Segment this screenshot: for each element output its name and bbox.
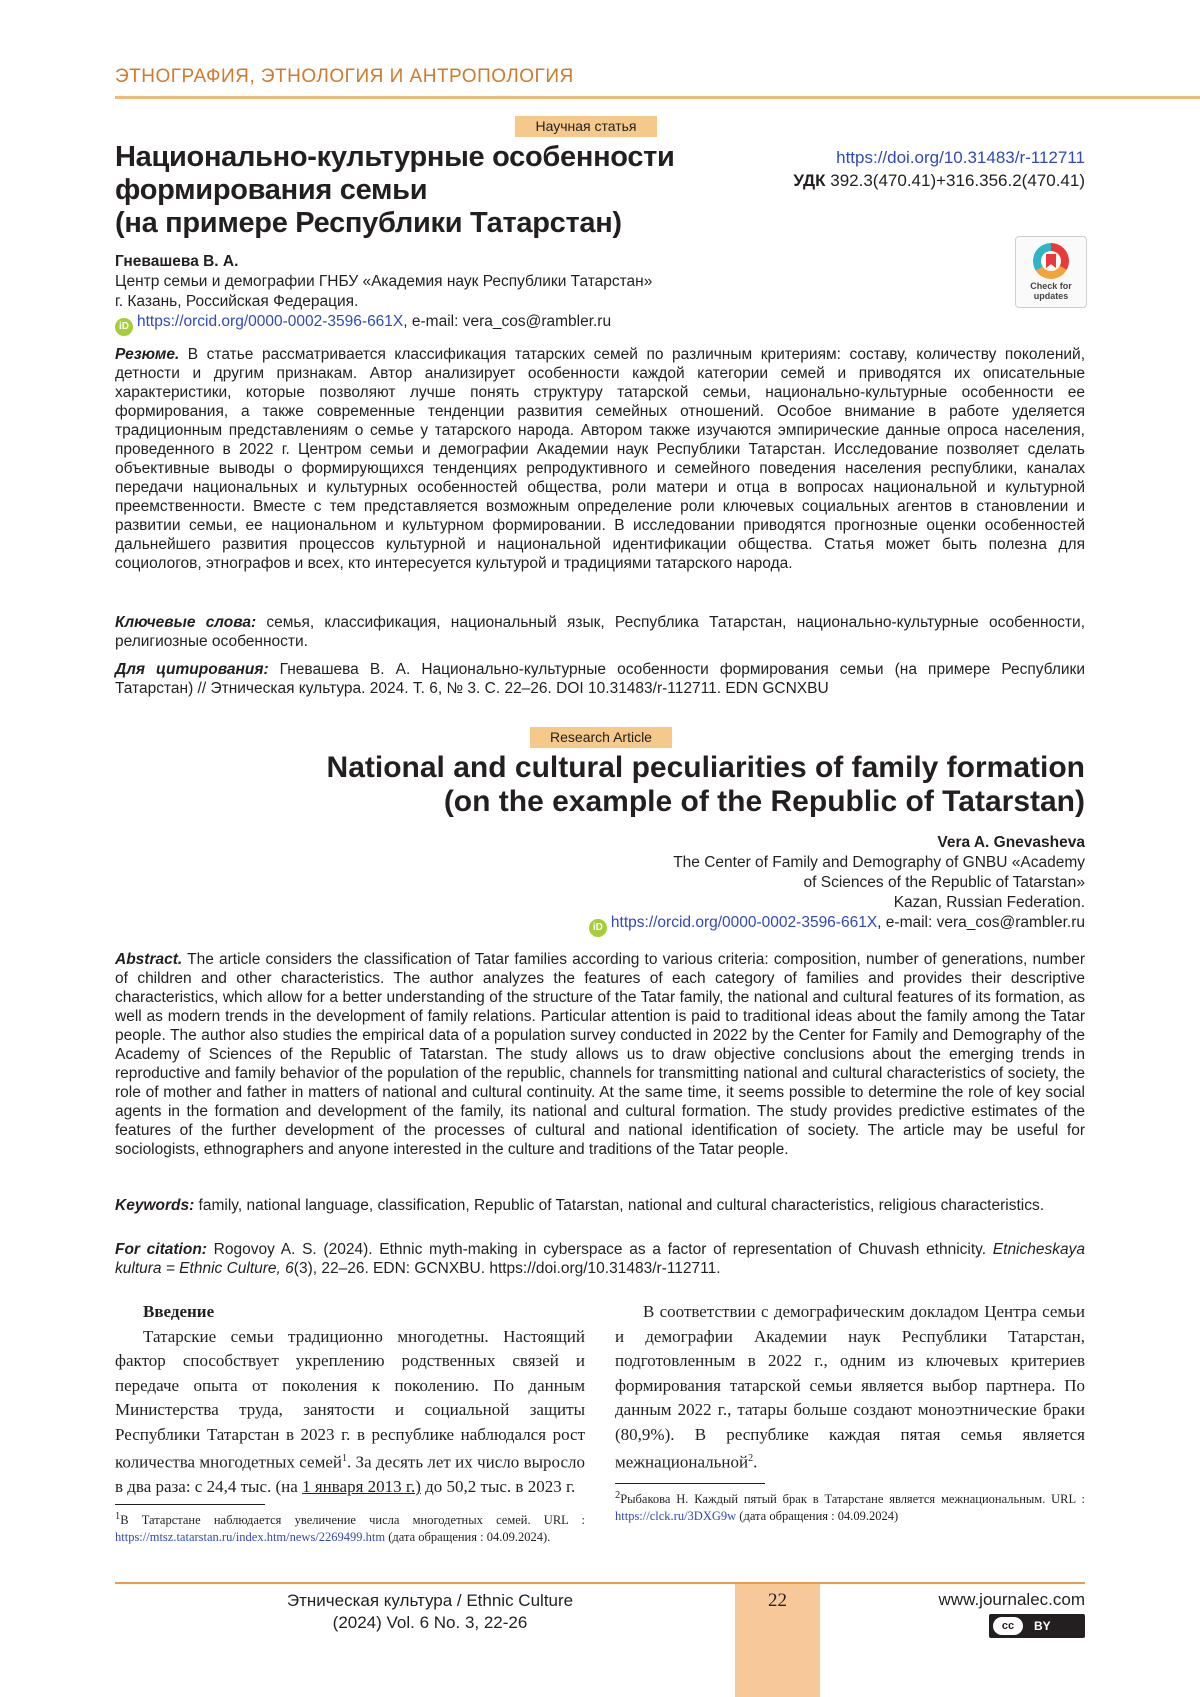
ru-title-line: Национально-культурные особенности (115, 141, 675, 173)
ru-email: , e-mail: vera_cos@rambler.ru (403, 313, 612, 330)
check-for-updates-badge[interactable] (1015, 236, 1087, 308)
crossmark-icon (1033, 243, 1069, 279)
article-type-badge-en: Research Article (530, 727, 672, 748)
en-affiliation-1: The Center of Family and Demography of GNBU «Academy (673, 854, 1085, 871)
ru-keywords-text: семья, классификация, национальный язык, Республика Татарстан, национально-культурные особенности, религиозные особенности. (115, 614, 1085, 650)
journal-issue: (2024) Vol. 6 No. 3, 22-26 (332, 1613, 528, 1632)
en-title-line: (on the example of the Republic of Tatarstan) (443, 785, 1085, 818)
footnote-ref[interactable]: 2 (748, 1453, 754, 1464)
en-citation-journal: Etnicheskaya kultura = Ethnic Culture, 6 (115, 1241, 1085, 1277)
footnote-1: $^1$В Татарстане наблюдается увеличение числа многодетных семей. URL : https://mtsz.tatarstan.ru/index.htm/news/2269499.htm (дата обращения : 04.09.2024). (115, 1510, 585, 1544)
en-title (185, 751, 1085, 819)
section-title: ЭТНОГРАФИЯ, ЭТНОЛОГИЯ И АНТРОПОЛОГИЯ (115, 66, 574, 87)
journal-website[interactable]: www.journalec.com (938, 1590, 1085, 1609)
en-title-line: National and cultural peculiarities of family formation (326, 751, 1085, 784)
en-keywords (115, 1196, 1085, 1215)
article-type-badge-ru: Научная статья (515, 116, 657, 137)
footnote-2: $^2$Рыбакова Н. Каждый пятый брак в Татарстане является межнациональным. URL : https://clck.ru/3DXG9w (дата обращения : 04.09.2024) (615, 1490, 1085, 1524)
journal-info (230, 1590, 630, 1634)
en-contacts (589, 913, 1085, 937)
en-abstract-label: Abstract. (115, 951, 183, 968)
body-column-2 (615, 1300, 1085, 1525)
footer-rule (115, 1582, 1085, 1584)
body-paragraph: Татарские семьи традиционно многодетны. Настоящий фактор способствует укреплению родственных связей и передаче опыта от поколения к поколению. По данным Министерства труда, занятости и социальной защиты Республики Татарстан в 2023 г. в республике наблюдался рост количества многодетных семей$^1$. За десять лет их число выросло в два раза: с 24,4 тыс. (на 1 января 2013 г.) до 50,2 тыс. в 2023 г. (115, 1326, 585, 1497)
section-heading: Введение (143, 1302, 215, 1321)
ru-keywords (115, 613, 1085, 651)
udk (793, 169, 1085, 192)
en-citation-text-1: Rogovoy A. S. (2024). Ethnic myth-making in cyberspace as a factor of representation of Chuvash ethnicity. (206, 1241, 993, 1258)
en-citation-text-2: (3), 22–26. EDN: GCNXBU. https://doi.org/10.31483/r-112711. (293, 1260, 721, 1277)
footnote-1-link[interactable]: https://mtsz.tatarstan.ru/index.htm/news/2269499.htm (115, 1529, 386, 1544)
ru-affiliation: Центр семьи и демографии ГНБУ «Академия наук Республики Татарстан» (115, 273, 653, 290)
udk-value: 392.3(470.41)+316.356.2(470.41) (825, 171, 1085, 190)
body-paragraph: В соответствии с демографическим докладом Центра семьи и демографии Академии наук Республики Татарстан, подготовленным в 2022 г., одним из ключевых критериев формирования татарской семьи является выбор партнера. По данным 2022 г., татары больше создают моноэтнические браки (80,9%). В республике каждая пятая семья является межнациональной$^2$. (615, 1302, 1085, 1472)
en-orcid-link[interactable]: https://orcid.org/0000-0002-3596-661X (610, 914, 878, 931)
ru-citation (115, 660, 1085, 698)
en-keywords-text: family, national language, classification, Republic of Tatarstan, national and cultural characteristics, religious characteristics. (194, 1197, 1045, 1214)
journal-name: Этническая культура / Ethnic Culture (286, 1591, 574, 1610)
en-citation (115, 1240, 1085, 1278)
ru-title-line: формирования семьи (115, 174, 428, 206)
en-abstract (115, 950, 1085, 1159)
udk-label: УДК (793, 171, 826, 190)
ru-orcid-link[interactable]: https://orcid.org/0000-0002-3596-661X (137, 313, 404, 330)
ru-keywords-label: Ключевые слова: (115, 614, 257, 631)
en-keywords-label: Keywords: (115, 1197, 195, 1214)
ru-abstract (115, 345, 1085, 573)
check-updates-label: Check for updates (1030, 281, 1072, 301)
footnote-2-link[interactable]: https://clck.ru/3DXG9w (615, 1509, 737, 1524)
en-author-block (589, 833, 1085, 937)
ru-title (115, 141, 755, 240)
doi-link[interactable]: https://doi.org/10.31483/r-112711 (836, 148, 1085, 167)
cc-by-license-icon[interactable] (989, 1614, 1085, 1638)
by-icon: BY (1034, 1619, 1051, 1633)
ru-abstract-text: В статье рассматривается классификация татарских семей по различным критериям: составу, количеству поколений, детности и другим признакам. Автор анализирует особенности каждой категории семей и приводятся их описательные характеристики, которые позволяют лучше понять структуру татарской семьи, национально-культурные особенности ее формирования, а также современные тенденции развития семейных отношений. Особое внимание в работе уделяется традиционным представлениям о семье у татарского народа. Автором также изучаются эмпирические данные опроса населения, проведенного в 2022 г. Центром семьи и демографии Академии наук Республики Татарстан. Исследование позволяет сделать объективные выводы о формирующихся тенденциях репродуктивного и семейного поведения населения республики, каналах передачи национальных и культурных особенностей общества, роли матери и отца в вопросах национальной и культурной преемственности. Вместе с тем представляется возможным определение роли ключевых социальных агентов в становлении и развитии семьи, ее национальном и культурном формировании. В исследовании приводятся прогнозные оценки особенностей дальнейшего развития процессов культурной и национальной идентификации общества. Статья может быть полезна для социологов, этнографов и всех, кто интересуется культурой и традициями татарского народа. (115, 346, 1085, 572)
ru-citation-label: Для цитирования: (115, 661, 269, 678)
body-column-1 (115, 1300, 585, 1546)
ru-contacts (115, 312, 652, 336)
orcid-icon: iD (115, 318, 133, 336)
en-author-name: Vera A. Gnevasheva (937, 834, 1085, 851)
en-affiliation-2: of Sciences of the Republic of Tatarstan» (803, 874, 1085, 891)
en-email: , e-mail: vera_cos@rambler.ru (877, 914, 1085, 931)
en-location: Kazan, Russian Federation. (893, 894, 1085, 911)
header-rule (115, 96, 1200, 99)
footnote-rule (615, 1483, 765, 1484)
ru-location: г. Казань, Российская Федерация. (115, 293, 359, 310)
ru-author-name: Гневашева В. А. (115, 253, 239, 270)
footnote-rule (115, 1504, 265, 1505)
ru-title-line: (на примере Республики Татарстан) (115, 207, 622, 239)
page-number: 22 (768, 1590, 787, 1611)
ru-author-block (115, 252, 652, 336)
en-abstract-text: The article considers the classification of Tatar families according to various criteria: composition, number of generations, number of children and other characteristics. The author analyzes the features of each category of families and provides their descriptive characteristics, which allow for a better understanding of the structure of the Tatar family, the national and cultural features of its formation, as well as modern trends in the development of family relations. Particular attention is paid to traditional ideas about the family among the Tatar people. The author also studies the empirical data of a population survey conducted in 2022 by the Center for Family and Demography of the Academy of Sciences of the Republic of Tatarstan. The study allows us to draw objective conclusions about the emerging trends in reproductive and family behavior of the population of the republic, channels for transmitting national and cultural characteristics of society, the role of mother and father in matters of national and cultural continuity. At the same time, it seems possible to determine the role of key social agents in the formation and development of the family, its national and cultural formation. The study provides predictive estimates of the features of the further development of the processes of cultural and national identification of society. The article may be useful for sociologists, ethnographers and anyone interested in the culture and traditions of the Tatar people. (115, 951, 1085, 1158)
ru-citation-text: Гневашева В. А. Национально-культурные особенности формирования семьи (на примере Республики Татарстан) // Этническая культура. 2024. Т. 6, № 3. С. 22–26. DOI 10.31483/r-112711. EDN GCNXBU (115, 661, 1085, 697)
ru-abstract-label: Резюме. (115, 346, 180, 363)
footnote-ref[interactable]: 1 (341, 1453, 347, 1464)
orcid-icon: iD (589, 919, 607, 937)
doi-block (793, 146, 1085, 192)
en-citation-label: For citation: (115, 1241, 207, 1258)
cc-icon: cc (993, 1617, 1023, 1635)
